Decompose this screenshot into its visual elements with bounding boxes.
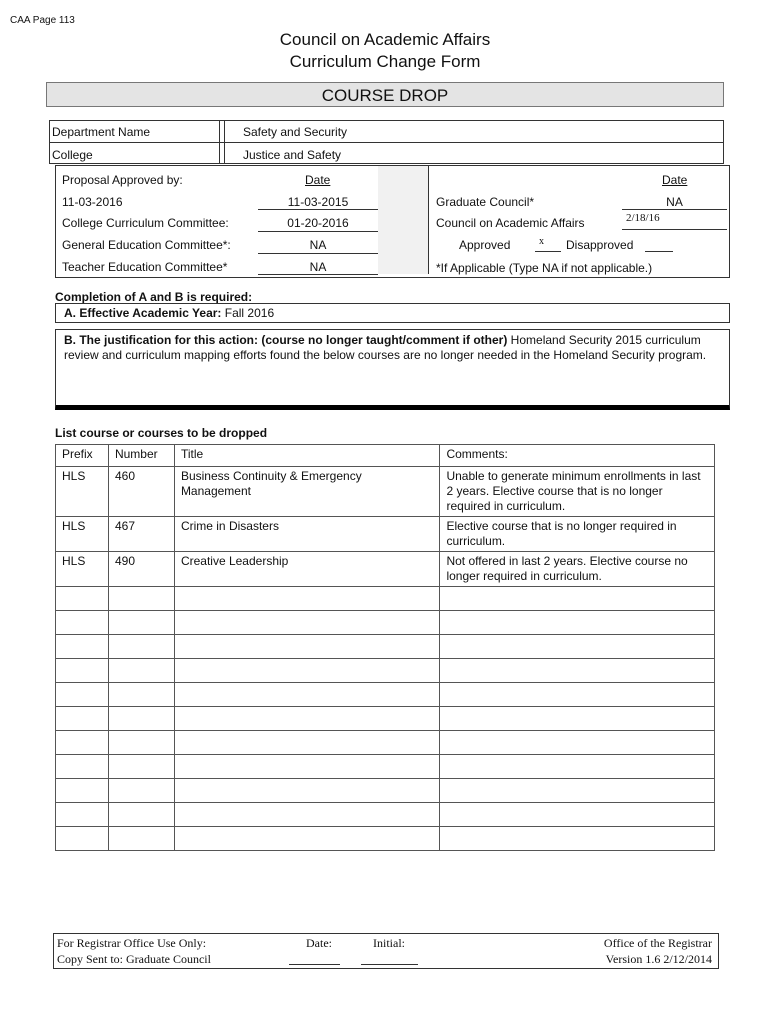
banner-title: COURSE DROP	[321, 86, 449, 105]
course-number[interactable]: 490	[108, 552, 174, 587]
course-number[interactable]: 467	[108, 517, 174, 552]
date-heading-left: Date	[305, 173, 331, 187]
version-label: Version 1.6 2/12/2014	[605, 952, 712, 966]
course-drop-banner	[46, 82, 724, 107]
column-header-comments: Comments:	[440, 445, 715, 467]
caa-label: Council on Academic Affairs	[436, 216, 585, 230]
table-row	[56, 467, 715, 517]
course-title[interactable]: Creative Leadership	[174, 552, 440, 587]
approval-shaded-column	[378, 166, 428, 274]
empty-cell[interactable]	[108, 827, 174, 851]
gen-ed-value[interactable]: NA	[309, 238, 327, 252]
caa-underline	[622, 229, 727, 230]
course-prefix[interactable]: HLS	[56, 467, 109, 517]
office-label: Office of the Registrar	[603, 936, 712, 950]
course-title[interactable]: Crime in Disasters	[174, 517, 440, 552]
department-table-divider	[49, 142, 724, 143]
empty-cell[interactable]	[440, 707, 715, 731]
empty-cell[interactable]	[174, 731, 440, 755]
column-header-number: Number	[108, 445, 174, 467]
date-heading-right: Date	[662, 173, 688, 187]
proposal-approved-label: Proposal Approved by:	[62, 173, 183, 187]
section-b-text	[64, 333, 719, 363]
college-committee-date[interactable]: 01-20-2016	[287, 216, 349, 230]
empty-cell[interactable]	[56, 611, 109, 635]
empty-cell[interactable]	[56, 659, 109, 683]
page-label: CAA Page 113	[10, 15, 75, 26]
empty-cell[interactable]	[108, 707, 174, 731]
teacher-ed-value[interactable]: NA	[309, 260, 327, 274]
department-table-col-line-2	[224, 120, 225, 164]
empty-row	[56, 635, 715, 659]
empty-cell[interactable]	[56, 779, 109, 803]
empty-cell[interactable]	[56, 635, 109, 659]
empty-cell[interactable]	[56, 731, 109, 755]
empty-cell[interactable]	[440, 611, 715, 635]
table-row	[56, 552, 715, 587]
empty-cell[interactable]	[56, 683, 109, 707]
empty-cell[interactable]	[440, 635, 715, 659]
justification-label: B. The justification for this action: (course no longer taught/comment if other)	[64, 333, 508, 347]
course-title[interactable]: Business Continuity & Emergency Management	[174, 467, 440, 517]
courses-heading: List course or courses to be dropped	[55, 426, 268, 440]
empty-cell[interactable]	[108, 779, 174, 803]
empty-cell[interactable]	[56, 827, 109, 851]
table-header-row	[56, 445, 715, 467]
registrar-use-label: For Registrar Office Use Only:	[57, 936, 207, 950]
empty-row	[56, 707, 715, 731]
empty-cell[interactable]	[108, 683, 174, 707]
empty-row	[56, 779, 715, 803]
disapproved-label: Disapproved	[566, 238, 634, 252]
graduate-council-underline	[622, 209, 727, 210]
column-header-prefix: Prefix	[56, 445, 109, 467]
empty-row	[56, 587, 715, 611]
completion-required-label: Completion of A and B is required:	[55, 290, 253, 304]
section-a-box	[55, 303, 730, 323]
footer-initial-label: Initial:	[373, 936, 405, 950]
copy-sent-label: Copy Sent to: Graduate Council	[57, 952, 211, 966]
table-row	[56, 517, 715, 552]
department-table-col-line	[219, 120, 220, 164]
gen-ed-underline	[258, 253, 378, 254]
empty-cell[interactable]	[108, 611, 174, 635]
college-label: College	[52, 148, 93, 162]
empty-cell[interactable]	[440, 659, 715, 683]
empty-row	[56, 731, 715, 755]
graduate-council-label: Graduate Council*	[436, 195, 535, 209]
department-name-label: Department Name	[52, 125, 151, 139]
empty-cell[interactable]	[174, 683, 440, 707]
empty-cell[interactable]	[174, 611, 440, 635]
applicable-note: *If Applicable (Type NA if not applicable.)	[436, 261, 653, 275]
approved-mark[interactable]: x	[539, 236, 544, 247]
empty-cell[interactable]	[108, 659, 174, 683]
effective-year-label: A. Effective Academic Year:	[64, 306, 222, 320]
empty-cell[interactable]	[174, 587, 440, 611]
justification-value[interactable]: Homeland Security 2015 curriculum review and curriculum mapping efforts found the below courses are no longer needed in the Homeland Security program.	[64, 333, 707, 362]
empty-cell[interactable]	[174, 755, 440, 779]
empty-cell[interactable]	[108, 587, 174, 611]
empty-cell[interactable]	[56, 587, 109, 611]
course-number[interactable]: 460	[108, 467, 174, 517]
empty-cell[interactable]	[440, 683, 715, 707]
empty-cell[interactable]	[440, 779, 715, 803]
empty-cell[interactable]	[108, 803, 174, 827]
approval-divider	[428, 166, 429, 274]
empty-cell[interactable]	[440, 827, 715, 851]
empty-row	[56, 803, 715, 827]
footer-date-line[interactable]	[289, 964, 340, 965]
empty-row	[56, 683, 715, 707]
course-comments[interactable]: Unable to generate minimum enrollments in last 2 years. Elective course that is no longer required in curriculum.	[440, 467, 715, 517]
empty-row	[56, 827, 715, 851]
course-prefix[interactable]: HLS	[56, 552, 109, 587]
department-approval-date[interactable]: 11-03-2015	[287, 195, 349, 209]
empty-row	[56, 611, 715, 635]
college-value[interactable]: Justice and Safety	[243, 148, 342, 162]
empty-cell[interactable]	[108, 731, 174, 755]
section-b-box	[55, 329, 730, 410]
footer-initial-line[interactable]	[361, 964, 418, 965]
empty-cell[interactable]	[174, 659, 440, 683]
approved-underline	[535, 251, 561, 252]
footer-date-label: Date:	[306, 936, 332, 950]
college-committee-label: College Curriculum Committee:	[62, 216, 229, 230]
teacher-ed-label: Teacher Education Committee*	[62, 260, 228, 274]
proposal-date[interactable]: 11-03-2016	[62, 195, 123, 209]
empty-row	[56, 659, 715, 683]
empty-cell[interactable]	[174, 827, 440, 851]
form-title-line2: Curriculum Change Form	[289, 52, 481, 71]
effective-year-value[interactable]: Fall 2016	[221, 306, 275, 320]
teacher-ed-underline	[258, 274, 378, 275]
empty-cell[interactable]	[440, 587, 715, 611]
empty-cell[interactable]	[108, 755, 174, 779]
empty-cell[interactable]	[56, 803, 109, 827]
department-approval-underline	[258, 209, 378, 210]
department-name-value[interactable]: Safety and Security	[243, 125, 348, 139]
empty-cell[interactable]	[174, 803, 440, 827]
empty-cell[interactable]	[56, 755, 109, 779]
course-comments[interactable]: Not offered in last 2 years. Elective course no longer required in curriculum.	[440, 552, 715, 587]
courses-table	[55, 444, 715, 851]
empty-cell[interactable]	[440, 731, 715, 755]
empty-cell[interactable]	[108, 635, 174, 659]
empty-cell[interactable]	[440, 755, 715, 779]
column-header-title: Title	[174, 445, 440, 467]
form-title-line1: Council on Academic Affairs	[279, 30, 491, 49]
college-committee-underline	[258, 231, 378, 232]
graduate-council-value[interactable]: NA	[666, 195, 683, 209]
course-comments[interactable]: Elective course that is no longer required in curriculum.	[440, 517, 715, 552]
empty-cell[interactable]	[56, 707, 109, 731]
section-a-text	[64, 306, 274, 320]
empty-cell[interactable]	[440, 803, 715, 827]
approved-label: Approved	[459, 238, 511, 252]
course-prefix[interactable]: HLS	[56, 517, 109, 552]
empty-cell[interactable]	[174, 707, 440, 731]
empty-cell[interactable]	[174, 779, 440, 803]
empty-cell[interactable]	[174, 635, 440, 659]
disapproved-underline[interactable]	[645, 251, 673, 252]
gen-ed-label: General Education Committee*:	[62, 238, 231, 252]
caa-date[interactable]: 2/18/16	[626, 212, 660, 224]
empty-row	[56, 755, 715, 779]
